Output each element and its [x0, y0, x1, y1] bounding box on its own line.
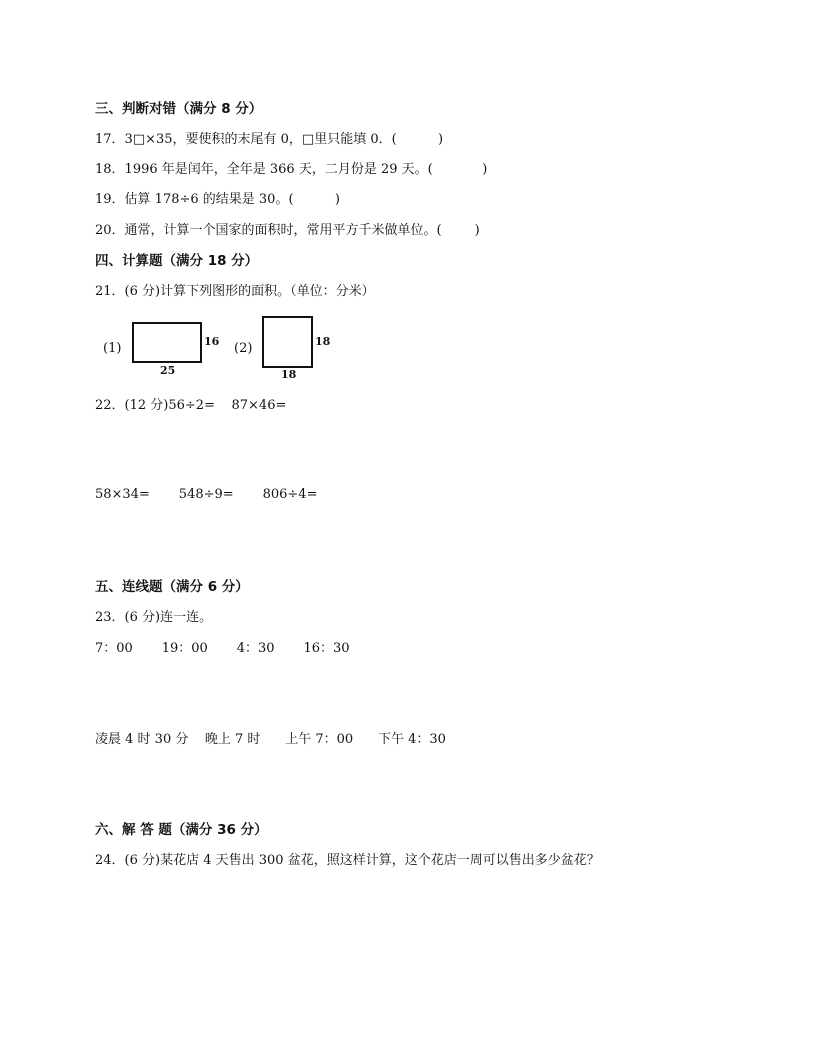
question-19: 19．估算 178÷6 的结果是 30。( ): [95, 192, 340, 207]
figure-1-height-label: 16: [204, 335, 220, 348]
question-17: 17．3□×35，要使积的末尾有 0，□里只能填 0．( ): [95, 132, 444, 147]
question-18: 18．1996 年是闰年，全年是 366 天，二月份是 29 天。( ): [95, 162, 488, 177]
figure-2-square: [262, 316, 313, 368]
section-4-heading: 四、计算题（满分 18 分）: [95, 253, 259, 269]
figure-1-width-label: 25: [160, 364, 176, 377]
figure-2-width-label: 18: [281, 368, 297, 381]
figure-2-label: (2): [234, 341, 253, 356]
time-description-list: 凌晨 4 时 30 分 晚上 7 时 上午 7：00 下午 4：30: [95, 732, 446, 747]
question-23: 23．(6 分)连一连。: [95, 610, 213, 625]
question-21: 21．(6 分)计算下列图形的面积。（单位：分米）: [95, 284, 375, 299]
question-22-part-2: 58×34= 548÷9= 806÷4=: [95, 487, 318, 502]
question-20: 20．通常，计算一个国家的面积时，常用平方千米做单位。( ): [95, 223, 480, 238]
figure-1-label: (1): [103, 341, 122, 356]
question-22: 22．(12 分)56÷2= 87×46=: [95, 398, 287, 413]
section-5-heading: 五、连线题（满分 6 分）: [95, 579, 249, 595]
question-24: 24．(6 分)某花店 4 天售出 300 盆花，照这样计算，这个花店一周可以售出多少盆花？: [95, 853, 600, 868]
section-3-heading: 三、判断对错（满分 8 分）: [95, 101, 263, 117]
time-list: 7：00 19：00 4：30 16：30: [95, 641, 350, 656]
figure-1-rectangle: [132, 322, 202, 363]
section-6-heading: 六、解 答 题（满分 36 分）: [95, 822, 268, 838]
figure-2-height-label: 18: [315, 335, 331, 348]
